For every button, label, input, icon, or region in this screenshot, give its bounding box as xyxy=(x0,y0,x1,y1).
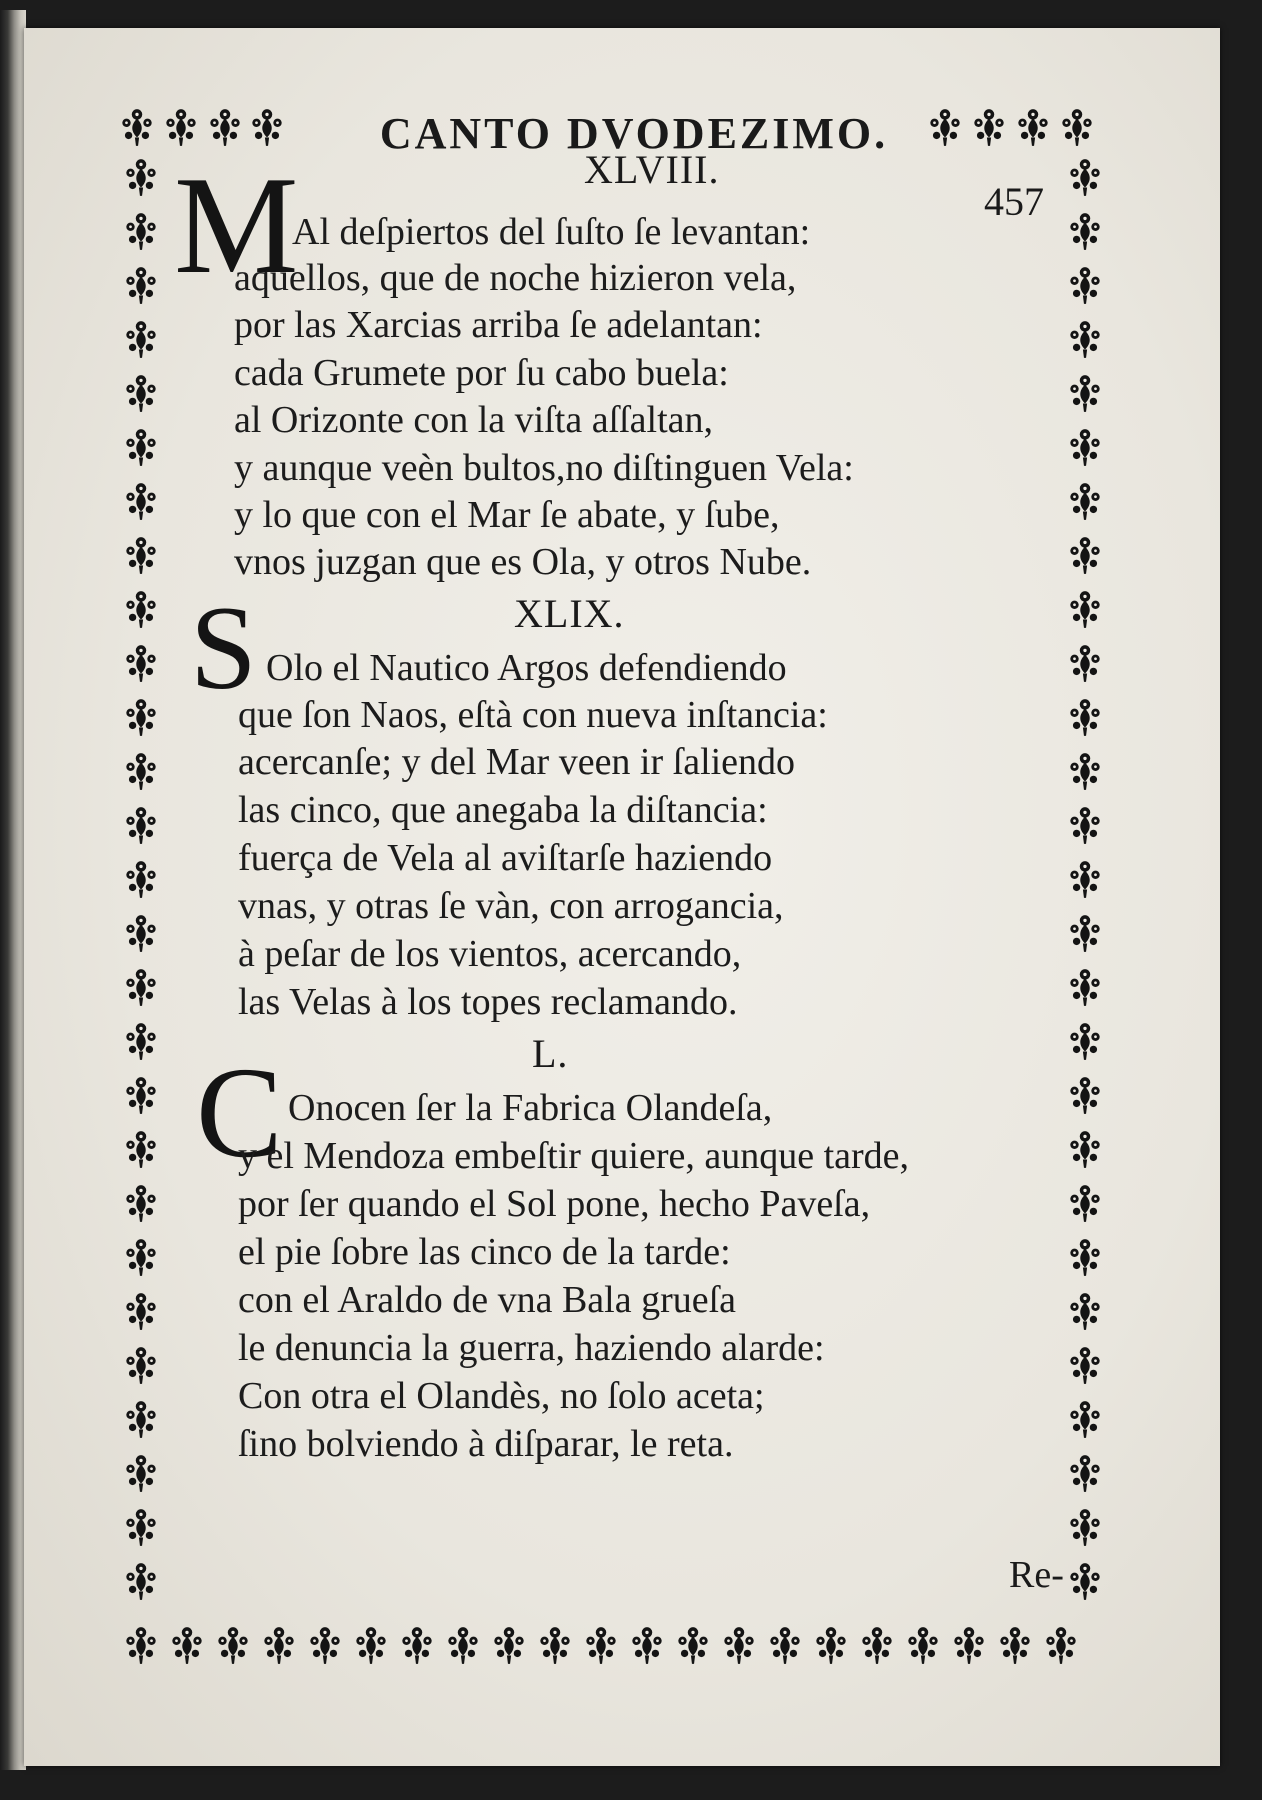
verse-line: aquellos, que de noche hizieron vela, xyxy=(234,257,797,299)
fleuron-icon xyxy=(1064,210,1106,252)
fleuron-icon xyxy=(1064,1182,1106,1224)
fleuron-icon xyxy=(258,1624,300,1666)
stanza-number: L. xyxy=(532,1031,569,1076)
fleuron-icon xyxy=(1064,858,1106,900)
fleuron-icon xyxy=(120,1290,162,1332)
fleuron-icon xyxy=(1064,912,1106,954)
fleuron-icon xyxy=(396,1624,438,1666)
fleuron-icon xyxy=(534,1624,576,1666)
fleuron-icon xyxy=(1012,106,1054,148)
verse-line: Al deſpiertos del ſuſto ſe levantan: xyxy=(292,211,811,253)
running-title: CANTO DVODEZIMO. xyxy=(379,109,889,158)
verse-line: el pie ſobre las cinco de la tarde: xyxy=(238,1231,731,1273)
fleuron-icon xyxy=(1064,426,1106,468)
fleuron-icon xyxy=(120,480,162,522)
fleuron-icon xyxy=(120,1398,162,1440)
fleuron-icon xyxy=(1064,1074,1106,1116)
fleuron-icon xyxy=(1064,1506,1106,1548)
verse-line: vnas, y otras ſe vàn, con arrogancia, xyxy=(238,885,784,927)
fleuron-icon xyxy=(120,1074,162,1116)
fleuron-icon xyxy=(580,1624,622,1666)
verse-line: fuerça de Vela al aviſtarſe haziendo xyxy=(238,837,773,879)
verse-line: al Orizonte con la viſta aſſaltan, xyxy=(234,399,714,441)
verse-line: cada Grumete por ſu cabo buela: xyxy=(234,352,729,394)
fleuron-icon xyxy=(1064,534,1106,576)
fleuron-icon xyxy=(1064,588,1106,630)
drop-cap: C xyxy=(196,1041,283,1185)
fleuron-icon xyxy=(120,1344,162,1386)
verse-line: ſino bolviendo à diſparar, le reta. xyxy=(238,1423,734,1465)
fleuron-icon xyxy=(120,1182,162,1224)
fleuron-icon xyxy=(1064,696,1106,738)
fleuron-icon xyxy=(626,1624,668,1666)
fleuron-icon xyxy=(1064,318,1106,360)
fleuron-icon xyxy=(1064,1560,1106,1602)
fleuron-icon xyxy=(120,1020,162,1062)
fleuron-icon xyxy=(120,966,162,1008)
fleuron-icon xyxy=(902,1624,944,1666)
fleuron-icon xyxy=(1064,480,1106,522)
fleuron-icon xyxy=(120,318,162,360)
fleuron-icon xyxy=(1064,1452,1106,1494)
fleuron-icon xyxy=(1064,372,1106,414)
fleuron-icon xyxy=(856,1624,898,1666)
fleuron-icon xyxy=(120,1236,162,1278)
fleuron-icon xyxy=(246,106,288,148)
fleuron-icon xyxy=(948,1624,990,1666)
fleuron-icon xyxy=(718,1624,760,1666)
fleuron-icon xyxy=(1064,1290,1106,1332)
fleuron-icon xyxy=(1064,1128,1106,1170)
fleuron-icon xyxy=(120,1506,162,1548)
fleuron-icon xyxy=(1064,966,1106,1008)
fleuron-icon xyxy=(204,106,246,148)
verse-line: y aunque veèn bultos,no diſtinguen Vela: xyxy=(234,447,854,489)
fleuron-icon xyxy=(488,1624,530,1666)
verse-line: y el Mendoza embeſtir quiere, aunque tarde, xyxy=(238,1135,910,1177)
verse-line: Con otra el Olandès, no ſolo aceta; xyxy=(238,1375,765,1417)
verse-line: con el Araldo de vna Bala grueſa xyxy=(238,1279,737,1321)
fleuron-icon xyxy=(764,1624,806,1666)
catchword: Re- xyxy=(1009,1554,1064,1596)
fleuron-icon xyxy=(120,264,162,306)
fleuron-icon xyxy=(120,1128,162,1170)
fleuron-icon xyxy=(1064,1398,1106,1440)
fleuron-icon xyxy=(1040,1624,1082,1666)
fleuron-icon xyxy=(120,858,162,900)
verse-line: por las Xarcias arriba ſe adelantan: xyxy=(234,304,763,346)
fleuron-icon xyxy=(120,750,162,792)
stanza-number: XLVIII. xyxy=(584,147,720,192)
drop-cap: M xyxy=(174,148,299,303)
fleuron-icon xyxy=(994,1624,1036,1666)
stanza-number: XLIX. xyxy=(514,591,625,636)
fleuron-icon xyxy=(304,1624,346,1666)
verse-line: Onocen ſer la Fabrica Olandeſa, xyxy=(288,1087,773,1129)
fleuron-icon xyxy=(116,106,158,148)
fleuron-icon xyxy=(120,534,162,576)
verse-line: y lo que con el Mar ſe abate, y ſube, xyxy=(234,494,780,536)
drop-cap: S xyxy=(190,581,257,714)
fleuron-icon xyxy=(120,912,162,954)
fleuron-icon xyxy=(442,1624,484,1666)
fleuron-icon xyxy=(120,210,162,252)
fleuron-icon xyxy=(120,804,162,846)
fleuron-icon xyxy=(120,156,162,198)
fleuron-icon xyxy=(120,426,162,468)
fleuron-icon xyxy=(1064,1236,1106,1278)
fleuron-icon xyxy=(166,1624,208,1666)
book-spine-edge xyxy=(0,10,26,1770)
verse-line: vnos juzgan que es Ola, y otros Nube. xyxy=(234,541,812,583)
fleuron-icon xyxy=(120,1452,162,1494)
fleuron-icon xyxy=(1064,804,1106,846)
verse-line: las cinco, que anegaba la diſtancia: xyxy=(238,789,768,831)
fleuron-icon xyxy=(968,106,1010,148)
fleuron-icon xyxy=(1064,156,1106,198)
verse-line: le denuncia la guerra, haziendo alarde: xyxy=(238,1327,825,1369)
fleuron-icon xyxy=(120,642,162,684)
book-page xyxy=(24,28,1220,1766)
fleuron-icon xyxy=(120,696,162,738)
fleuron-icon xyxy=(1064,1020,1106,1062)
fleuron-icon xyxy=(1064,642,1106,684)
fleuron-icon xyxy=(350,1624,392,1666)
fleuron-icon xyxy=(1064,1344,1106,1386)
verse-line: por ſer quando el Sol pone, hecho Paveſa, xyxy=(238,1183,871,1225)
verse-line: à peſar de los vientos, acercando, xyxy=(238,933,742,975)
verse-line: Olo el Nautico Argos defendiendo xyxy=(266,647,787,689)
verse-line: que ſon Naos, eſtà con nueva inſtancia: xyxy=(238,694,828,736)
fleuron-icon xyxy=(1056,106,1098,148)
verse-line: las Velas à los topes reclamando. xyxy=(238,981,738,1023)
fleuron-icon xyxy=(1064,264,1106,306)
fleuron-icon xyxy=(120,588,162,630)
fleuron-icon xyxy=(120,372,162,414)
fleuron-icon xyxy=(160,106,202,148)
fleuron-icon xyxy=(810,1624,852,1666)
fleuron-icon xyxy=(120,1624,162,1666)
fleuron-icon xyxy=(1064,750,1106,792)
fleuron-icon xyxy=(120,1560,162,1602)
verse-line: acercanſe; y del Mar veen ir ſaliendo xyxy=(238,741,796,783)
fleuron-icon xyxy=(212,1624,254,1666)
page-number: 457 xyxy=(984,179,1044,224)
fleuron-icon xyxy=(672,1624,714,1666)
fleuron-icon xyxy=(924,106,966,148)
